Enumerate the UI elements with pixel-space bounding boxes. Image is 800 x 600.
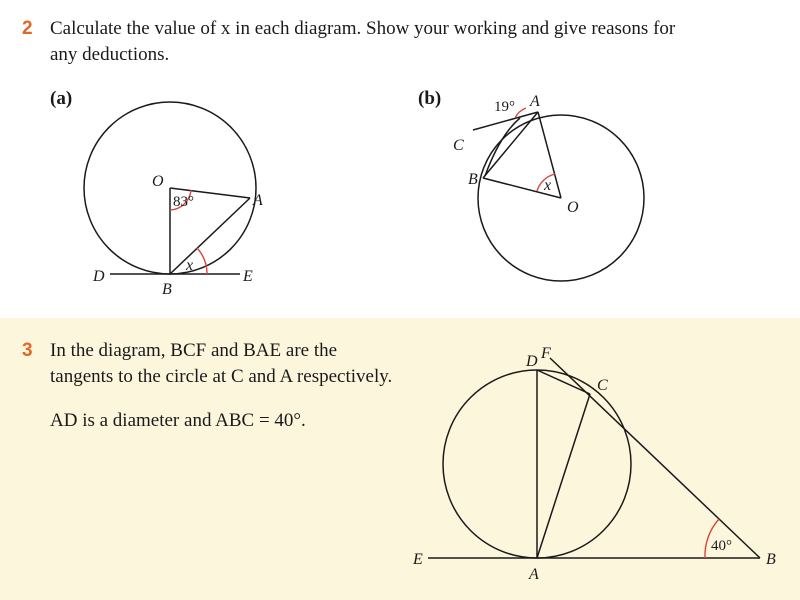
- question-number: 3: [22, 340, 33, 361]
- part-a-label: (a): [50, 88, 73, 109]
- label-b: B: [766, 551, 776, 568]
- question-text-line-2: any deductions.: [50, 44, 170, 65]
- label-40: 40°: [711, 538, 732, 554]
- label-f: F: [541, 345, 551, 362]
- label-x: x: [544, 177, 552, 194]
- label-a: A: [253, 192, 263, 209]
- label-d: D: [526, 353, 538, 370]
- label-b: B: [162, 281, 172, 298]
- label-19: 19°: [494, 99, 515, 115]
- chord-ab: [483, 112, 538, 178]
- question-text-line-1: In the diagram, BCF and BAE are the: [50, 340, 338, 361]
- tangent-bf: [550, 358, 760, 558]
- label-83: 83°: [173, 194, 194, 210]
- label-c: C: [453, 137, 464, 154]
- question-number: 2: [22, 18, 33, 39]
- label-e: E: [243, 268, 253, 285]
- arc-ab: [485, 118, 520, 176]
- label-a: A: [530, 93, 540, 110]
- label-x: x: [186, 257, 194, 274]
- chord-ac: [537, 394, 590, 558]
- diagram-3: [0, 318, 800, 600]
- label-e: E: [413, 551, 423, 568]
- question-text-line-1: Calculate the value of x in each diagram. Show your working and give reasons for: [50, 18, 676, 39]
- label-a: A: [529, 566, 539, 583]
- label-b: B: [468, 171, 478, 188]
- part-b-label: (b): [418, 88, 442, 109]
- question-text-line-3: AD is a diameter and ABC = 40°.: [50, 410, 306, 431]
- question-3-panel: [0, 318, 800, 600]
- label-d: D: [93, 268, 105, 285]
- label-o: O: [152, 173, 164, 190]
- label-o: O: [567, 199, 579, 216]
- label-c: C: [597, 377, 608, 394]
- question-text-line-2: tangents to the circle at C and A respectively.: [50, 366, 393, 387]
